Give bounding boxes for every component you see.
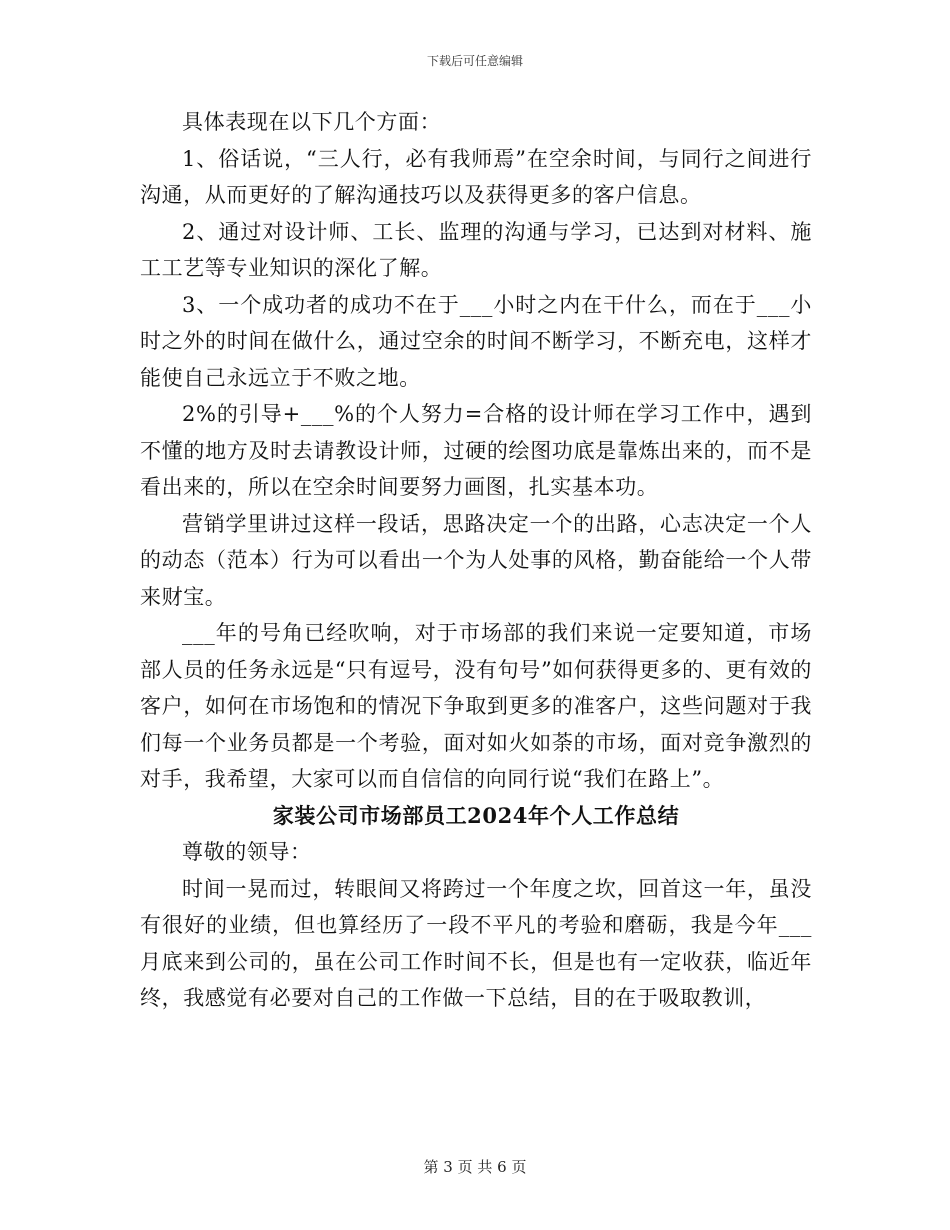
page-number: 第 3 页 共 6 页 <box>423 1158 527 1176</box>
document-body <box>140 104 812 1017</box>
salutation: 尊敬的领导： <box>182 840 312 864</box>
paragraph: 1、俗话说，“三人行，必有我师焉”在空余时间，与同行之间进行沟通，从而更好的了解沟通技巧以及获得更多的客户信息。 <box>140 146 812 207</box>
paragraph: ___年的号角已经吹响，对于市场部的我们来说一定要知道，市场部人员的任务永远是“只有逗号，没有句号”如何获得更多的、更有效的客户，如何在市场饱和的情况下争取到更多的准客户，这些问题对于我们每一个业务员都是一个考验，面对如火如荼的市场，面对竞争激烈的对手，我希望，大家可以而自信信的向同行说“我们在路上”。 <box>140 621 812 791</box>
paragraph: 3、一个成功者的成功不在于___小时之内在干什么，而在于___小时之外的时间在做什么，通过空余的时间不断学习，不断充电，这样才能使自己永远立于不败之地。 <box>140 292 812 390</box>
paragraph: 营销学里讲过这样一段话，思路决定一个的出路，心志决定一个人的动态（范本）行为可以看出一个为人处事的风格，勤奋能给一个人带来财宝。 <box>140 511 812 609</box>
page-header: 下载后可任意编辑 <box>426 54 523 68</box>
paragraph: 时间一晃而过，转眼间又将跨过一个年度之坎，回首这一年，虽没有很好的业绩，但也算经历了一段不平凡的考验和磨砺，我是今年___月底来到公司的，虽在公司工作时间不长，但是也有一定收获，临近年终，我感觉有必要对自己的工作做一下总结，目的在于吸取教训， <box>140 876 812 1010</box>
paragraph: 具体表现在以下几个方面： <box>182 110 442 134</box>
section-title: 家装公司市场部员工2024年个人工作总结 <box>272 802 680 828</box>
paragraph: 2、通过对设计师、工长、监理的沟通与学习，已达到对材料、施工工艺等专业知识的深化了解。 <box>140 219 812 280</box>
paragraph: 2%的引导+___%的个人努力=合格的设计师在学习工作中，遇到不懂的地方及时去请教设计师，过硬的绘图功底是靠炼出来的，而不是看出来的，所以在空余时间要努力画图，扎实基本功。 <box>140 402 812 499</box>
